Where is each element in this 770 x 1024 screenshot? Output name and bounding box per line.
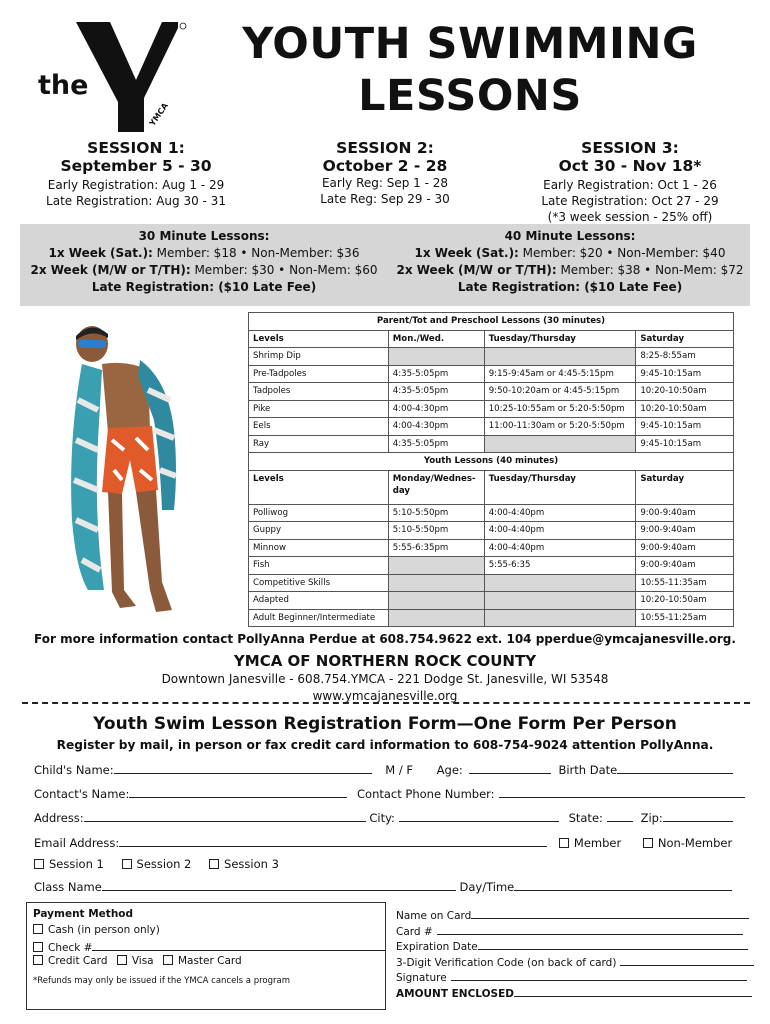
column-header: Saturday — [636, 330, 734, 348]
childs-name-field[interactable] — [114, 762, 372, 774]
city-label: City: — [369, 811, 395, 825]
section2-title: Youth Lessons (40 minutes) — [249, 453, 734, 471]
session-3-note: (*3 week session - 25% off) — [547, 210, 713, 224]
mastercard-label: Master Card — [177, 955, 242, 967]
session-2-dates: October 2 - 28 — [322, 157, 448, 175]
visa-label: Visa — [131, 955, 154, 967]
table-header-row — [249, 470, 734, 504]
session1-checkbox[interactable] — [34, 859, 44, 869]
table-row — [249, 539, 734, 557]
pricing-30-late: Late Registration: ($10 Late Fee) — [91, 280, 317, 294]
amount-enclosed-field[interactable] — [514, 985, 752, 997]
pricing-30-heading: 30 Minute Lessons: — [138, 229, 270, 243]
time-cell: 5:10-5:50pm — [388, 504, 484, 522]
session-3-late: Late Registration: Oct 27 - 29 — [541, 194, 719, 208]
session-1-early: Early Registration: Aug 1 - 29 — [47, 178, 225, 192]
table-section-header — [249, 313, 734, 331]
session-1-late: Late Registration: Aug 30 - 31 — [46, 194, 226, 208]
mastercard-checkbox[interactable] — [163, 955, 173, 965]
gender-label[interactable]: M / F — [385, 763, 414, 777]
name-on-card-field[interactable] — [471, 907, 749, 919]
check-label: Check # — [48, 942, 93, 954]
address-label: Address: — [34, 811, 84, 825]
table-row — [249, 365, 734, 383]
time-cell: 9:00-9:40am — [636, 557, 734, 575]
address-field[interactable] — [84, 810, 366, 822]
level-cell: Eels — [249, 418, 389, 436]
time-cell: 9:00-9:40am — [636, 504, 734, 522]
boy-illustration-icon — [58, 320, 198, 620]
contacts-name-label: Contact's Name: — [34, 787, 130, 801]
time-cell: 9:45-10:15am — [636, 365, 734, 383]
birth-date-field[interactable] — [617, 762, 733, 774]
time-cell: 4:35-5:05pm — [388, 383, 484, 401]
childs-name-label: Child's Name: — [34, 763, 114, 777]
time-cell — [484, 574, 636, 592]
column-header: Levels — [249, 470, 389, 504]
time-cell: 4:00-4:30pm — [388, 418, 484, 436]
level-cell: Adapted — [249, 592, 389, 610]
time-cell: 4:00-4:30pm — [388, 400, 484, 418]
logo-word: the — [38, 70, 89, 101]
childs-name-row — [34, 762, 733, 777]
time-cell: 10:20-10:50am — [636, 592, 734, 610]
logo-mark: YMCA — [147, 101, 171, 128]
table-row — [249, 574, 734, 592]
class-name-field[interactable] — [102, 879, 456, 891]
pricing-40-row1-label: 1x Week (Sat.): — [414, 246, 519, 260]
cvv-field[interactable] — [620, 954, 754, 966]
time-cell: 4:00-4:40pm — [484, 522, 636, 540]
time-cell — [484, 435, 636, 453]
table-row — [249, 400, 734, 418]
time-cell: 4:00-4:40pm — [484, 539, 636, 557]
schedule-table — [248, 312, 734, 627]
table-row — [249, 592, 734, 610]
credit-card-checkbox[interactable] — [33, 955, 43, 965]
time-cell: 5:10-5:50pm — [388, 522, 484, 540]
table-section-header — [249, 453, 734, 471]
check-checkbox[interactable] — [33, 942, 43, 952]
level-cell: Minnow — [249, 539, 389, 557]
time-cell: 9:45-10:15am — [636, 435, 734, 453]
time-cell: 10:55-11:35am — [636, 574, 734, 592]
pricing-40-row2-value: Member: $38 • Non-Mem: $72 — [556, 263, 744, 277]
time-cell: 10:20-10:50am — [636, 400, 734, 418]
email-row — [34, 835, 732, 850]
level-cell: Pre-Tadpoles — [249, 365, 389, 383]
signature-field[interactable] — [451, 969, 747, 981]
level-cell: Adult Beginner/Intermediate — [249, 609, 389, 627]
signature-label: Signature — [396, 972, 447, 984]
session-2 — [290, 139, 480, 207]
pricing-40-heading: 40 Minute Lessons: — [504, 229, 636, 243]
title-line1: YOUTH SWIMMING — [242, 19, 698, 69]
card-number-field[interactable] — [437, 923, 743, 935]
table-row — [249, 435, 734, 453]
time-cell — [388, 348, 484, 366]
age-label: Age: — [436, 763, 463, 777]
level-cell: Pike — [249, 400, 389, 418]
table-row — [249, 522, 734, 540]
time-cell — [484, 592, 636, 610]
pricing-30-row1-value: Member: $18 • Non-Member: $36 — [152, 246, 360, 260]
pricing-40-row1-value: Member: $20 • Non-Member: $40 — [518, 246, 726, 260]
session3-checkbox[interactable] — [209, 859, 219, 869]
address-row — [34, 810, 733, 825]
time-cell — [388, 592, 484, 610]
session-3-heading: SESSION 3: — [581, 139, 679, 157]
cut-line-divider — [22, 702, 750, 704]
org-name: YMCA OF NORTHERN ROCK COUNTY — [233, 652, 537, 670]
table-row — [249, 383, 734, 401]
pricing-30-min — [24, 228, 384, 296]
pricing-40-late: Late Registration: ($10 Late Fee) — [457, 280, 683, 294]
visa-checkbox[interactable] — [117, 955, 127, 965]
form-title: Youth Swim Lesson Registration Form—One Form Per Person — [93, 714, 677, 734]
session-2-heading: SESSION 2: — [336, 139, 434, 157]
time-cell — [388, 609, 484, 627]
table-row — [249, 348, 734, 366]
time-cell: 11:00-11:30am or 5:20-5:50pm — [484, 418, 636, 436]
pricing-40-min — [392, 228, 748, 296]
non-member-label: Non-Member — [657, 836, 733, 850]
column-header: Levels — [249, 330, 389, 348]
level-cell: Tadpoles — [249, 383, 389, 401]
session2-label: Session 2 — [136, 857, 192, 871]
member-checkbox[interactable] — [559, 838, 569, 848]
session-2-early: Early Reg: Sep 1 - 28 — [321, 176, 449, 190]
time-cell: 5:55-6:35 — [484, 557, 636, 575]
session-3-early: Early Registration: Oct 1 - 26 — [543, 178, 717, 192]
session-2-late: Late Reg: Sep 29 - 30 — [320, 192, 450, 206]
column-header: Saturday — [636, 470, 734, 504]
time-cell: 8:25-8:55am — [636, 348, 734, 366]
time-cell: 10:55-11:25am — [636, 609, 734, 627]
section1-title: Parent/Tot and Preschool Lessons (30 minutes) — [249, 313, 734, 331]
cash-checkbox[interactable] — [33, 924, 43, 934]
pricing-30-row1-label: 1x Week (Sat.): — [48, 246, 153, 260]
pricing-40-row2-label: 2x Week (M/W or T/TH): — [396, 263, 557, 277]
state-field[interactable] — [607, 810, 633, 822]
session2-checkbox[interactable] — [122, 859, 132, 869]
birth-date-label: Birth Date — [558, 763, 618, 777]
column-header: Monday/Wednes-day — [388, 470, 484, 504]
session-1 — [36, 139, 236, 209]
org-address-block — [20, 671, 750, 705]
session3-label: Session 3 — [224, 857, 279, 871]
age-field[interactable] — [469, 762, 551, 774]
class-name-label: Class Name — [34, 880, 102, 894]
member-label: Member — [573, 836, 622, 850]
payment-heading: Payment Method — [33, 908, 134, 920]
pricing-box — [20, 224, 750, 306]
pricing-30-row2-value: Member: $30 • Non-Mem: $60 — [190, 263, 378, 277]
level-cell: Ray — [249, 435, 389, 453]
time-cell: 9:15-9:45am or 4:45-5:15pm — [484, 365, 636, 383]
column-header: Mon./Wed. — [388, 330, 484, 348]
email-label: Email Address: — [34, 836, 120, 850]
session-1-heading: SESSION 1: — [87, 139, 185, 157]
table-row — [249, 418, 734, 436]
pricing-30-row2-label: 2x Week (M/W or T/TH): — [30, 263, 191, 277]
contact-line: For more information contact PollyAnna Perdue at 608.754.9622 ext. 104 pperdue@ymcajanesville.org. — [34, 632, 736, 646]
cash-label: Cash (in person only) — [48, 924, 160, 936]
time-cell: 9:45-10:15am — [636, 418, 734, 436]
column-header: Tuesday/Thursday — [484, 330, 636, 348]
time-cell — [388, 557, 484, 575]
time-cell: 9:00-9:40am — [636, 539, 734, 557]
level-cell: Fish — [249, 557, 389, 575]
refund-note: *Refunds may only be issued if the YMCA cancels a program — [33, 976, 291, 986]
time-cell — [484, 609, 636, 627]
day-time-label: Day/Time — [459, 880, 515, 894]
session-3 — [520, 139, 740, 225]
table-header-row — [249, 330, 734, 348]
form-subtitle: Register by mail, in person or fax credit card information to 608-754-9024 attention PollyAnna. — [56, 738, 714, 752]
card-number-label: Card # — [396, 926, 433, 938]
city-field[interactable] — [399, 810, 559, 822]
time-cell: 4:35-5:05pm — [388, 365, 484, 383]
cvv-label: 3-Digit Verification Code (on back of card) — [396, 957, 617, 969]
day-time-field[interactable] — [514, 879, 732, 891]
time-cell: 9:50-10:20am or 4:45-5:15pm — [484, 383, 636, 401]
check-number-field[interactable] — [92, 939, 386, 951]
time-cell: 10:25-10:55am or 5:20-5:50pm — [484, 400, 636, 418]
time-cell: 4:00-4:40pm — [484, 504, 636, 522]
level-cell: Guppy — [249, 522, 389, 540]
session1-label: Session 1 — [49, 857, 104, 871]
session-1-dates: September 5 - 30 — [60, 157, 212, 175]
page-title — [200, 18, 740, 122]
time-cell: 10:20-10:50am — [636, 383, 734, 401]
column-header: Tuesday/Thursday — [484, 470, 636, 504]
level-cell: Polliwog — [249, 504, 389, 522]
level-cell: Competitive Skills — [249, 574, 389, 592]
contact-phone-field[interactable] — [499, 786, 745, 798]
contacts-name-field[interactable] — [129, 786, 347, 798]
credit-card-label: Credit Card — [48, 955, 108, 967]
org-address: Downtown Janesville - 608.754.YMCA - 221 Dodge St. Janesville, WI 53548 — [161, 672, 609, 686]
time-cell: 9:00-9:40am — [636, 522, 734, 540]
time-cell — [484, 348, 636, 366]
level-cell: Shrimp Dip — [249, 348, 389, 366]
table-row — [249, 557, 734, 575]
payment-method-box — [26, 902, 386, 1010]
org-website[interactable]: www.ymcajanesville.org — [312, 689, 458, 703]
expiration-field[interactable] — [478, 938, 748, 950]
expiration-label: Expiration Date — [396, 941, 478, 953]
title-line2: LESSONS — [358, 71, 582, 121]
name-on-card-label: Name on Card — [396, 910, 472, 922]
amount-enclosed-label: AMOUNT ENCLOSED — [396, 988, 514, 1000]
contact-phone-label: Contact Phone Number: — [357, 787, 495, 801]
contact-row — [34, 786, 745, 801]
zip-field[interactable] — [663, 810, 733, 822]
session-3-dates: Oct 30 - Nov 18* — [558, 157, 702, 175]
state-label: State: — [568, 811, 603, 825]
non-member-checkbox[interactable] — [643, 838, 653, 848]
time-cell — [388, 574, 484, 592]
table-row — [249, 609, 734, 627]
ymca-logo — [32, 18, 192, 136]
zip-label: Zip: — [640, 811, 663, 825]
email-field[interactable] — [119, 835, 547, 847]
table-row — [249, 504, 734, 522]
session-select-row — [34, 857, 279, 871]
time-cell: 4:35-5:05pm — [388, 435, 484, 453]
time-cell: 5:55-6:35pm — [388, 539, 484, 557]
boy-with-towel-image — [58, 320, 198, 620]
class-row — [34, 879, 732, 894]
